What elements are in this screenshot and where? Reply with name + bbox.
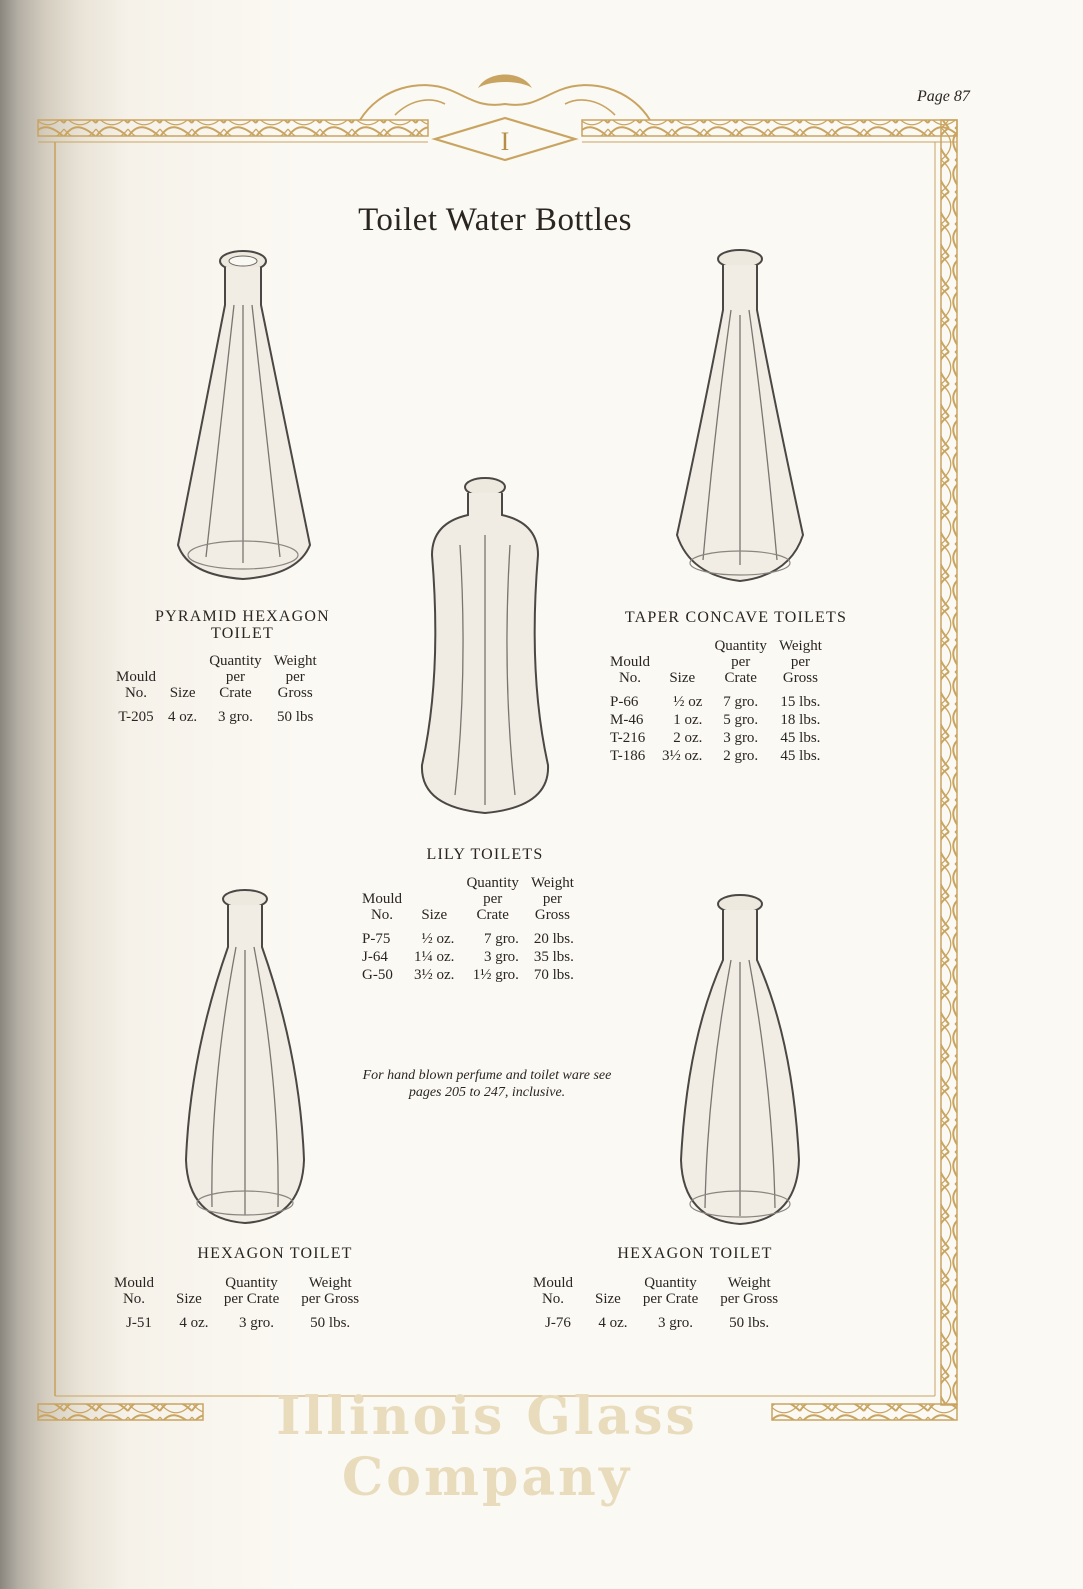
header-quantity: Quantity per Crate	[642, 1275, 699, 1307]
quantity: 3 gro.	[658, 1315, 694, 1331]
header-quantity: Quantity per Crate	[466, 875, 519, 923]
header-weight: Weight per Gross	[301, 1275, 360, 1307]
weight: 45 lbs.	[780, 730, 821, 746]
mould-no: T-216	[610, 730, 646, 746]
weight: 45 lbs.	[780, 748, 821, 764]
weight: 15 lbs.	[780, 694, 821, 710]
size: 3½ oz.	[662, 748, 703, 764]
mould-no: P-75	[362, 931, 391, 947]
hexagon-left-table	[108, 1275, 365, 1332]
header-size: Size	[595, 1291, 621, 1307]
table-row	[110, 701, 323, 726]
mould-no: M-46	[610, 712, 644, 728]
table-row	[604, 711, 828, 729]
header-weight: Weight per Gross	[530, 875, 574, 923]
header-weight: Weight per Gross	[778, 638, 822, 686]
hexagon-right-table	[527, 1275, 784, 1332]
lily-bottle-image	[410, 475, 560, 820]
header-quantity: Quantity per Crate	[209, 653, 262, 701]
size: ½ oz	[673, 694, 703, 710]
quantity: 3 gro.	[239, 1315, 275, 1331]
header-mould: Mould No.	[114, 1275, 155, 1307]
lily-caption: LILY TOILETS	[426, 846, 544, 863]
header-mould: Mould No.	[610, 654, 651, 686]
size: 4 oz.	[179, 1315, 209, 1331]
mould-no: J-51	[126, 1315, 152, 1331]
header-size: Size	[421, 907, 448, 923]
table-row	[604, 686, 828, 711]
weight: 50 lbs	[277, 709, 314, 725]
size: 1¼ oz.	[414, 949, 455, 965]
table-row	[604, 747, 828, 765]
weight: 35 lbs.	[533, 949, 574, 965]
quantity: 3 gro.	[723, 730, 759, 746]
hexagon-left-bottle-image	[170, 885, 320, 1230]
mould-no: T-205	[118, 709, 154, 725]
hexagon-right-caption: HEXAGON TOILET	[617, 1245, 773, 1262]
taper-concave-caption: TAPER CONCAVE TOILETS	[624, 609, 848, 626]
pyramid-hexagon-bottle-image	[168, 245, 318, 585]
lily-table	[356, 875, 580, 984]
header-quantity: Quantity per Crate	[714, 638, 767, 686]
size: 1 oz.	[673, 712, 703, 728]
hexagon-left-caption: HEXAGON TOILET	[197, 1245, 353, 1262]
pyramid-hexagon-table	[110, 653, 323, 726]
mould-no: P-66	[610, 694, 639, 710]
table-row	[356, 948, 580, 966]
header-size: Size	[169, 685, 196, 701]
hand-blown-note: For hand blown perfume and toilet ware see pages 205 to 247, inclusive.	[362, 1068, 612, 1100]
size: 2 oz.	[673, 730, 703, 746]
pyramid-hexagon-caption	[140, 608, 345, 642]
quantity: 3 gro.	[217, 709, 253, 725]
weight: 18 lbs.	[780, 712, 821, 728]
mould-no: G-50	[362, 967, 393, 983]
header-size: Size	[669, 670, 696, 686]
page-title: Toilet Water Bottles	[358, 202, 632, 238]
header-mould: Mould No.	[362, 891, 403, 923]
taper-concave-bottle-image	[665, 245, 815, 590]
size: 4 oz.	[598, 1315, 628, 1331]
size: 4 oz.	[168, 709, 198, 725]
table-row	[527, 1307, 784, 1332]
pyramid-hexagon-name-line1: PYRAMID HEXAGON	[155, 608, 330, 625]
quantity: 3 gro.	[483, 949, 519, 965]
header-mould: Mould No.	[533, 1275, 574, 1307]
table-row	[108, 1307, 365, 1332]
size: ½ oz.	[421, 931, 455, 947]
header-mould: Mould No.	[116, 669, 157, 701]
mould-no: T-186	[610, 748, 646, 764]
weight: 50 lbs.	[729, 1315, 770, 1331]
header-quantity: Quantity per Crate	[223, 1275, 280, 1307]
weight: 70 lbs.	[533, 967, 574, 983]
quantity: 7 gro.	[723, 694, 759, 710]
pyramid-hexagon-name-line2: TOILET	[211, 625, 274, 642]
quantity: 5 gro.	[723, 712, 759, 728]
weight: 50 lbs.	[310, 1315, 351, 1331]
header-weight: Weight per Gross	[720, 1275, 779, 1307]
hexagon-right-bottle-image	[665, 890, 815, 1230]
weight: 20 lbs.	[533, 931, 574, 947]
header-size: Size	[176, 1291, 202, 1307]
quantity: 7 gro.	[483, 931, 519, 947]
quantity: 1½ gro.	[472, 967, 519, 983]
taper-concave-table	[604, 638, 828, 765]
table-row	[356, 923, 580, 948]
mould-no: J-76	[545, 1315, 571, 1331]
table-row	[604, 729, 828, 747]
emblem-letter: I	[500, 127, 510, 156]
quantity: 2 gro.	[723, 748, 759, 764]
page-number: Page 87	[917, 88, 970, 105]
size: 3½ oz.	[414, 967, 455, 983]
header-weight: Weight per Gross	[273, 653, 317, 701]
table-row	[356, 966, 580, 984]
company-footer: Illinois Glass Company	[276, 1386, 698, 1508]
mould-no: J-64	[362, 949, 388, 965]
